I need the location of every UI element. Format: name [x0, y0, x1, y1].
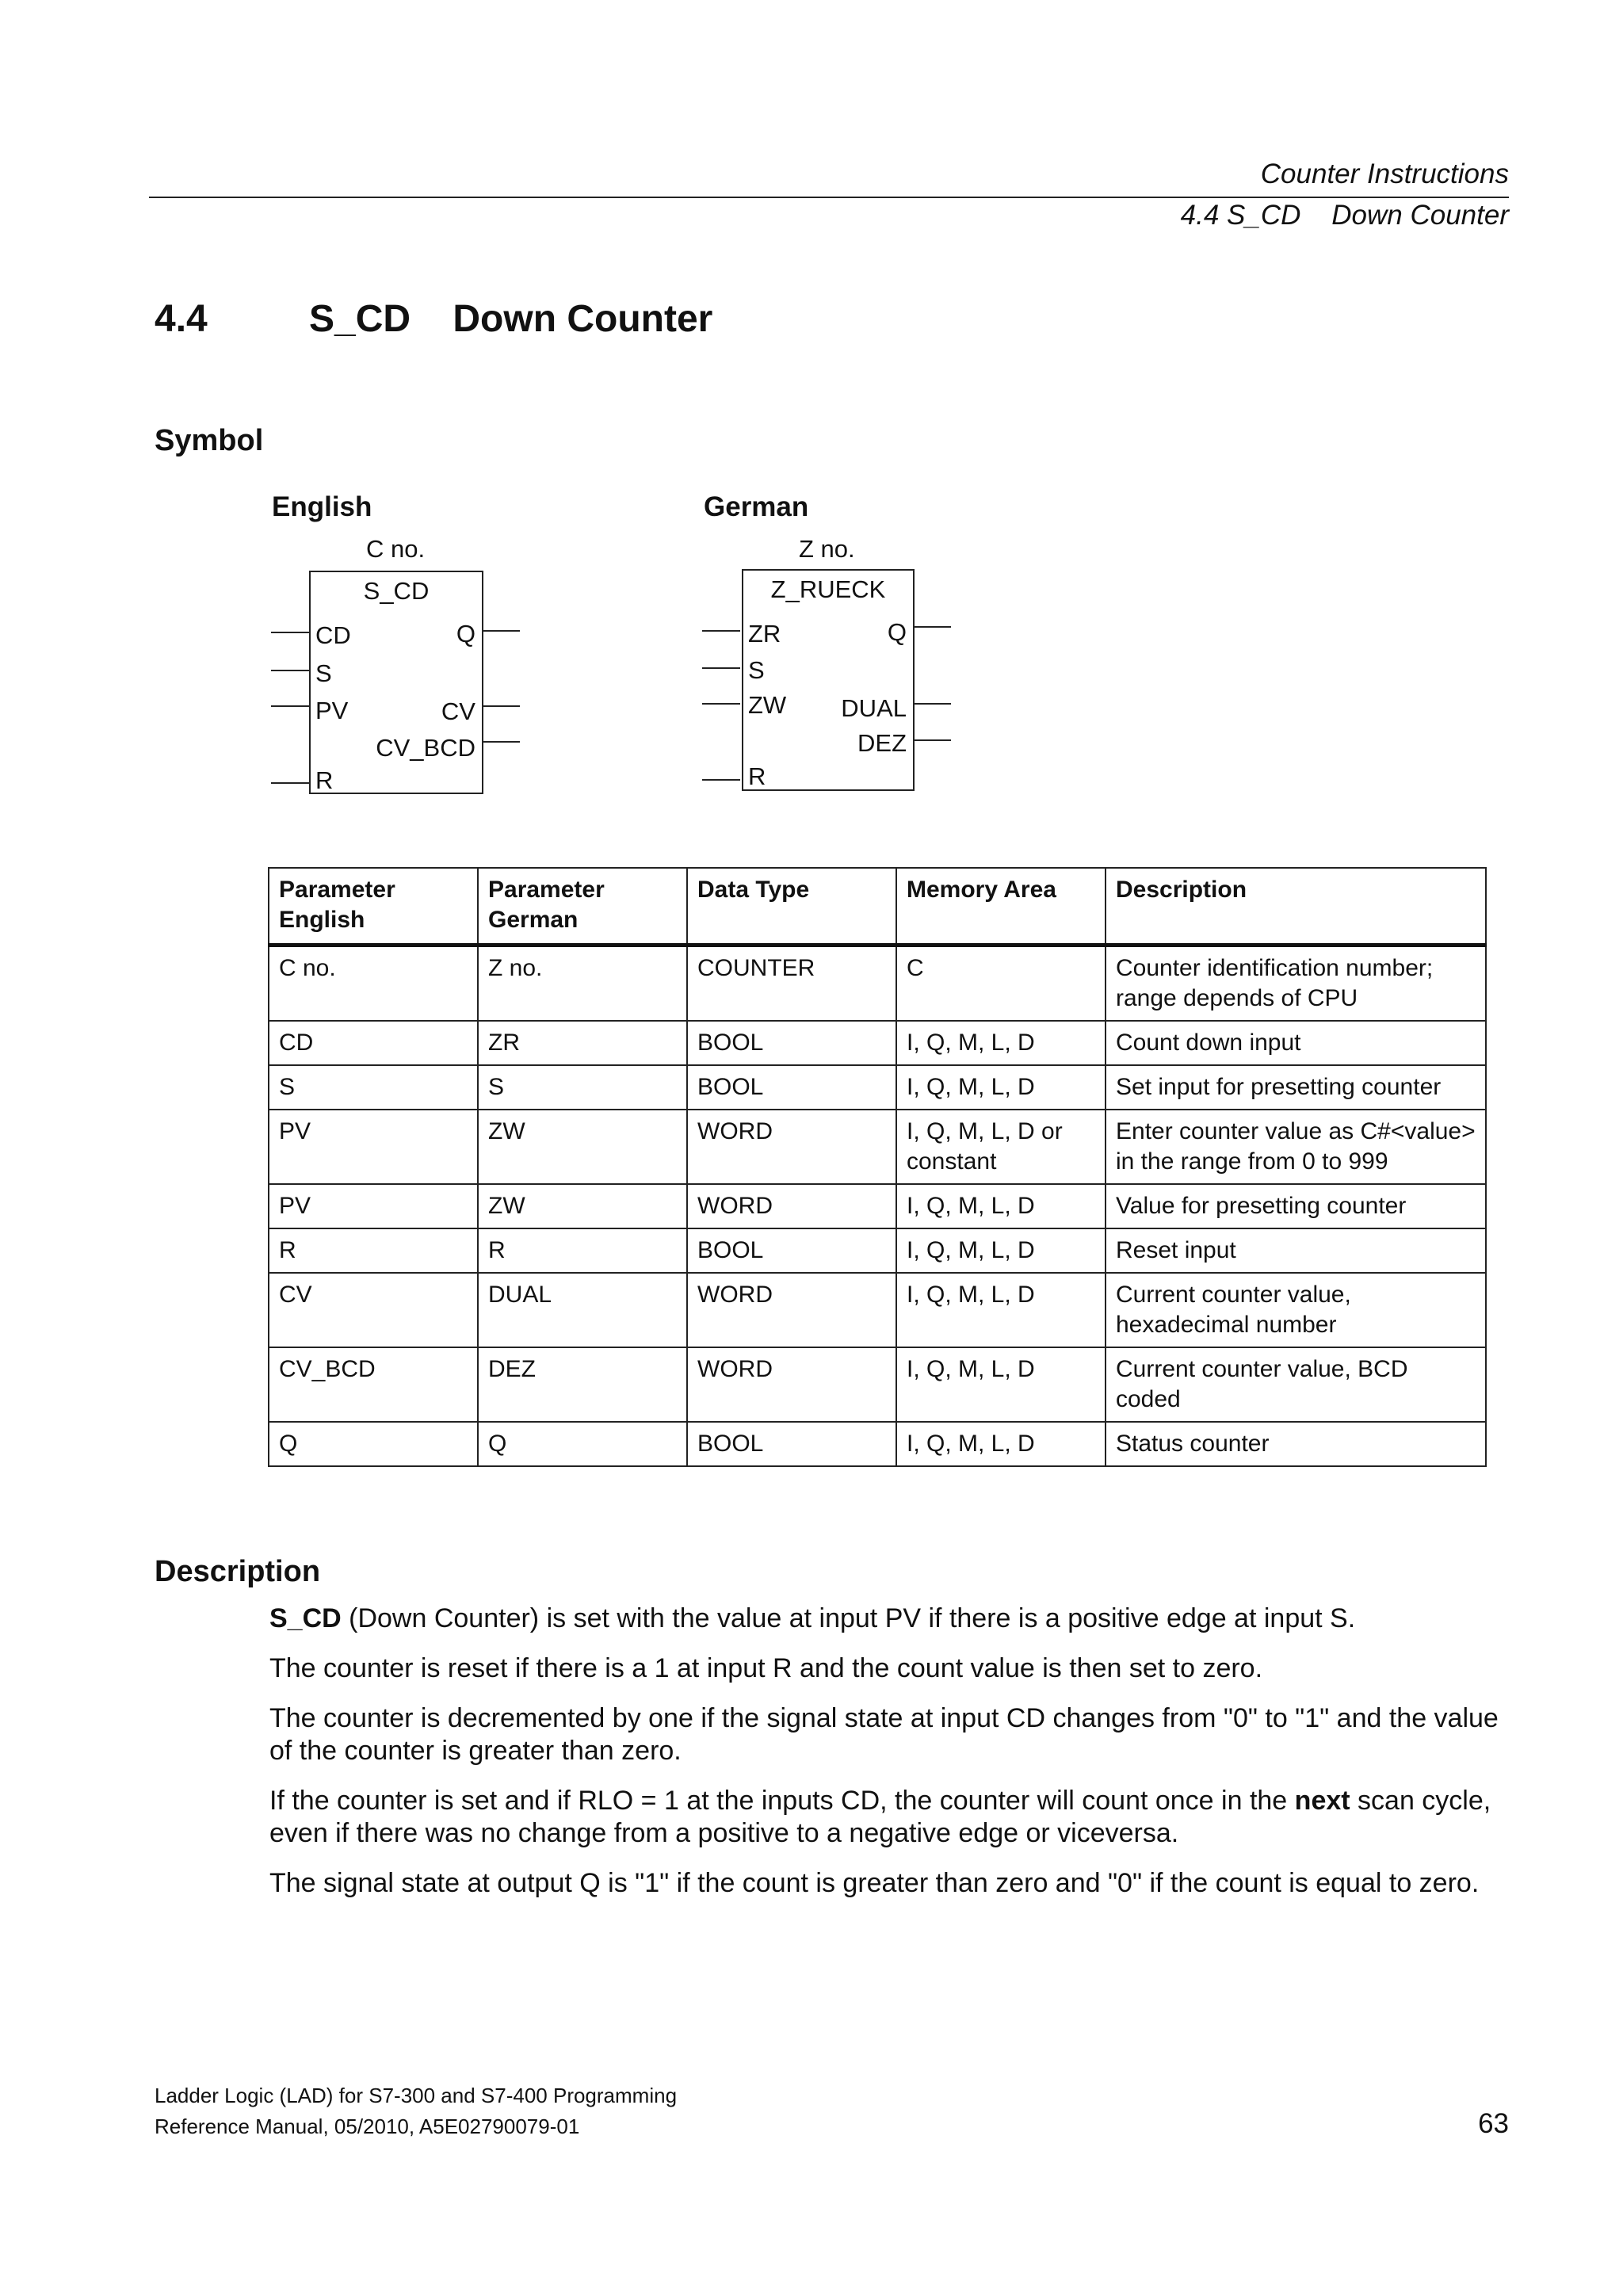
table-row [269, 1065, 1486, 1110]
german-block-name: Z_RUECK [770, 575, 886, 603]
header-data-type: Data Type [687, 868, 896, 946]
cell: DEZ [478, 1347, 687, 1422]
cell: BOOL [687, 1228, 896, 1273]
page-title: S_CD Down Counter [309, 298, 713, 340]
german-counter-number: Z no. [799, 535, 855, 563]
english-output-line-cv [482, 705, 520, 707]
cell: I, Q, M, L, D [896, 1021, 1106, 1065]
section-number: 4.4 [155, 298, 208, 340]
cell: Enter counter value as C#<value> in the range from 0 to 999 [1106, 1110, 1486, 1184]
cell: I, Q, M, L, D or constant [896, 1110, 1106, 1184]
cell: COUNTER [687, 946, 896, 1022]
pin-label-pv: PV [315, 697, 349, 724]
english-input-line-r [271, 782, 309, 784]
cell: BOOL [687, 1065, 896, 1110]
pin-label-cv-bcd: CV_BCD [376, 734, 475, 762]
english-input-line-s [271, 670, 309, 671]
english-s-cd-block [309, 571, 483, 794]
table-row [269, 1273, 1486, 1347]
german-output-line-dez [913, 739, 951, 741]
german-input-line-r [702, 779, 740, 781]
english-output-line-q [482, 630, 520, 632]
cell: BOOL [687, 1021, 896, 1065]
table-row [269, 1422, 1486, 1466]
pin-label-dual: DUAL [841, 694, 907, 722]
cell: Current counter value, BCD coded [1106, 1347, 1486, 1422]
header-memory-area: Memory Area [896, 868, 1106, 946]
cell: WORD [687, 1347, 896, 1422]
cell: S [269, 1065, 478, 1110]
pin-label-s-german: S [748, 656, 765, 684]
german-output-line-dual [913, 703, 951, 705]
cell: Z no. [478, 946, 687, 1022]
pin-label-q: Q [456, 620, 475, 648]
cell: DUAL [478, 1273, 687, 1347]
cell: I, Q, M, L, D [896, 1184, 1106, 1228]
cell: PV [269, 1184, 478, 1228]
cell: Reset input [1106, 1228, 1486, 1273]
cell: Counter identification number; range depends of CPU [1106, 946, 1486, 1022]
description-paragraph-1 [269, 1603, 1506, 1635]
cell: BOOL [687, 1422, 896, 1466]
pin-label-r: R [315, 766, 334, 794]
cell: WORD [687, 1184, 896, 1228]
description-p1-text: (Down Counter) is set with the value at input PV if there is a positive edge at input S. [341, 1603, 1356, 1633]
page-number: 63 [1478, 2108, 1509, 2139]
pin-label-q-german: Q [887, 618, 907, 646]
table-row [269, 1110, 1486, 1184]
footer-line-2: Reference Manual, 05/2010, A5E02790079-01 [155, 2115, 580, 2138]
german-z-rueck-block [742, 569, 915, 791]
cell: C [896, 946, 1106, 1022]
german-input-line-zr [702, 630, 740, 632]
pin-label-zr: ZR [748, 620, 781, 648]
description-paragraph-3: The counter is decremented by one if the signal state at input CD changes from "0" to "1" and the value of the counter is greater than zero. [269, 1703, 1499, 1766]
table-row [269, 1021, 1486, 1065]
parameter-table [268, 867, 1487, 1467]
description-paragraph-4 [269, 1785, 1506, 1850]
cell: Count down input [1106, 1021, 1486, 1065]
german-input-line-zw [702, 703, 740, 705]
german-output-line-q [913, 626, 951, 628]
cell: C no. [269, 946, 478, 1022]
header-rule [149, 197, 1509, 198]
cell: I, Q, M, L, D [896, 1347, 1106, 1422]
header-chapter: Counter Instructions [1260, 159, 1509, 189]
pin-label-zw: ZW [748, 691, 787, 719]
cell: S [478, 1065, 687, 1110]
table-row [269, 1184, 1486, 1228]
cell: I, Q, M, L, D [896, 1065, 1106, 1110]
english-label: English [272, 491, 372, 522]
cell: Value for presetting counter [1106, 1184, 1486, 1228]
description-paragraph-2: The counter is reset if there is a 1 at input R and the count value is then set to zero. [269, 1653, 1263, 1683]
pin-label-dez: DEZ [857, 729, 907, 757]
header-parameter-english: Parameter English [269, 868, 478, 946]
english-block-name: S_CD [363, 577, 430, 605]
table-row [269, 946, 1486, 1022]
cell: Q [269, 1422, 478, 1466]
german-label: German [704, 491, 809, 522]
pin-label-cd: CD [315, 621, 351, 649]
table-header-row [269, 868, 1486, 946]
cell: Q [478, 1422, 687, 1466]
footer [155, 2080, 677, 2142]
cell: R [269, 1228, 478, 1273]
header-section: 4.4 S_CD Down Counter [1180, 200, 1509, 231]
english-input-line-cd [271, 632, 309, 633]
keyword-s-cd: S_CD [269, 1603, 342, 1633]
english-output-line-cv-bcd [482, 741, 520, 743]
header-description: Description [1106, 868, 1486, 946]
footer-line-1: Ladder Logic (LAD) for S7-300 and S7-400 Programming [155, 2084, 678, 2107]
table-row [269, 1228, 1486, 1273]
cell: R [478, 1228, 687, 1273]
cell: WORD [687, 1110, 896, 1184]
cell: ZR [478, 1021, 687, 1065]
description-body [269, 1603, 1506, 1917]
description-heading: Description [155, 1555, 321, 1588]
cell: I, Q, M, L, D [896, 1273, 1106, 1347]
cell: Set input for presetting counter [1106, 1065, 1486, 1110]
cell: ZW [478, 1110, 687, 1184]
english-counter-number: C no. [366, 535, 426, 563]
header-parameter-german: Parameter German [478, 868, 687, 946]
table-row [269, 1347, 1486, 1422]
pin-label-r-german: R [748, 762, 766, 790]
keyword-next: next [1294, 1786, 1350, 1816]
cell: WORD [687, 1273, 896, 1347]
pin-label-s: S [315, 659, 332, 687]
cell: Status counter [1106, 1422, 1486, 1466]
cell: ZW [478, 1184, 687, 1228]
english-input-line-pv [271, 705, 309, 707]
cell: CV [269, 1273, 478, 1347]
description-p4-text-b: scan cycle, even if there was no change from a positive to a negative edge or viceversa. [269, 1786, 1491, 1848]
german-input-line-s [702, 667, 740, 669]
pin-label-cv: CV [441, 697, 475, 725]
description-paragraph-5: The signal state at output Q is "1" if the count is greater than zero and "0" if the count is equal to zero. [269, 1868, 1480, 1898]
cell: I, Q, M, L, D [896, 1422, 1106, 1466]
description-p4-text-a: If the counter is set and if RLO = 1 at the inputs CD, the counter will count once in the [269, 1786, 1295, 1816]
cell: CV_BCD [269, 1347, 478, 1422]
cell: PV [269, 1110, 478, 1184]
cell: CD [269, 1021, 478, 1065]
cell: I, Q, M, L, D [896, 1228, 1106, 1273]
cell: Current counter value, hexadecimal number [1106, 1273, 1486, 1347]
symbol-heading: Symbol [155, 424, 264, 457]
